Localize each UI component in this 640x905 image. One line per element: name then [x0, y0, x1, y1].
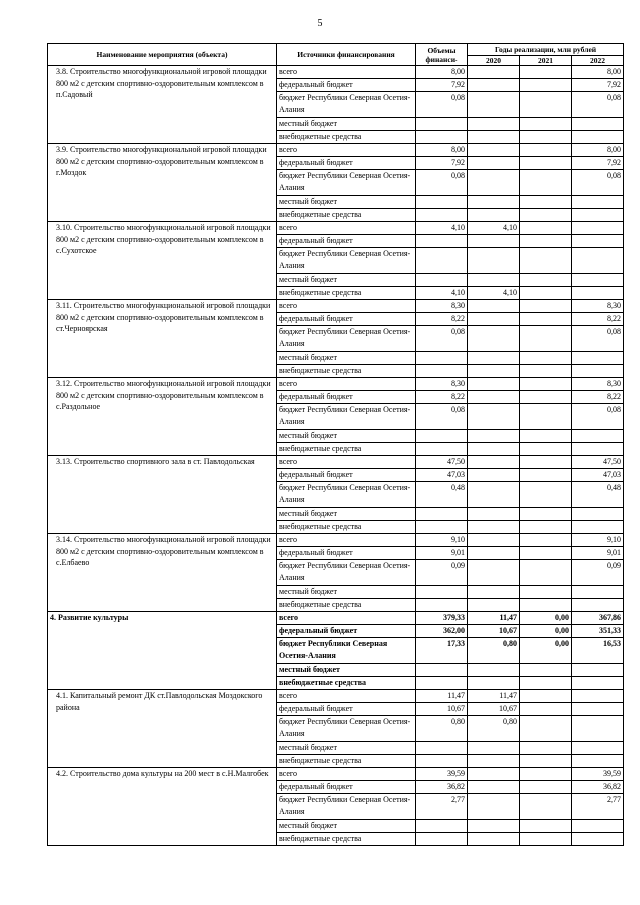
year-cell: 47,50 — [572, 456, 624, 469]
year-cell — [468, 833, 520, 846]
funding-source: федеральный бюджет — [277, 469, 416, 482]
year-cell — [468, 209, 520, 222]
year-cell — [520, 235, 572, 248]
funding-source: внебюджетные средства — [277, 365, 416, 378]
year-cell — [520, 560, 572, 586]
funding-source: внебюджетные средства — [277, 521, 416, 534]
volume-cell — [416, 443, 468, 456]
year-cell — [468, 248, 520, 274]
funding-source: всего — [277, 690, 416, 703]
measure-name: 3.9. Строительство многофункциональной игровой площадки 800 м2 с детским спортивно-оздоровительным комплексом в г.Моздок — [48, 144, 277, 222]
year-cell — [468, 144, 520, 157]
year-cell — [468, 547, 520, 560]
year-cell — [520, 547, 572, 560]
year-cell — [468, 586, 520, 599]
volume-cell: 9,01 — [416, 547, 468, 560]
year-cell — [468, 313, 520, 326]
volume-cell: 7,92 — [416, 79, 468, 92]
year-cell — [520, 66, 572, 79]
year-cell — [468, 820, 520, 833]
year-cell — [520, 79, 572, 92]
year-cell — [572, 222, 624, 235]
measure-name: 3.11. Строительство многофункциональной игровой площадки 800 м2 с детским спортивно-оздоровительным комплексом в ст.Черноярская — [48, 300, 277, 378]
volume-cell — [416, 352, 468, 365]
year-cell — [468, 131, 520, 144]
year-cell — [468, 170, 520, 196]
volume-cell: 7,92 — [416, 157, 468, 170]
header-year: 2020 — [468, 56, 520, 66]
year-cell: 11,47 — [468, 690, 520, 703]
header-name: Наименование мероприятия (объекта) — [48, 44, 277, 66]
year-cell — [468, 378, 520, 391]
volume-cell — [416, 820, 468, 833]
year-cell: 10,67 — [468, 703, 520, 716]
year-cell: 4,10 — [468, 287, 520, 300]
year-cell — [468, 560, 520, 586]
year-cell — [520, 274, 572, 287]
volume-cell — [416, 599, 468, 612]
year-cell — [572, 716, 624, 742]
table-body — [48, 66, 624, 846]
volume-cell: 2,77 — [416, 794, 468, 820]
year-cell: 39,59 — [572, 768, 624, 781]
table-row — [48, 144, 624, 157]
volume-cell: 379,33 — [416, 612, 468, 625]
year-cell: 47,03 — [572, 469, 624, 482]
funding-source: всего — [277, 222, 416, 235]
year-cell — [468, 534, 520, 547]
funding-source: федеральный бюджет — [277, 157, 416, 170]
year-cell — [520, 313, 572, 326]
year-cell — [468, 391, 520, 404]
year-cell — [572, 131, 624, 144]
year-cell — [520, 222, 572, 235]
measure-name: 4.2. Строительство дома культуры на 200 мест в с.Н.Малгобек — [48, 768, 277, 846]
funding-source: всего — [277, 300, 416, 313]
year-cell — [572, 352, 624, 365]
year-cell — [520, 482, 572, 508]
year-cell: 9,01 — [572, 547, 624, 560]
table-row — [48, 768, 624, 781]
table-row — [48, 222, 624, 235]
funding-source: местный бюджет — [277, 586, 416, 599]
year-cell — [520, 794, 572, 820]
year-cell — [520, 742, 572, 755]
year-cell — [520, 118, 572, 131]
funding-source: внебюджетные средства — [277, 677, 416, 690]
year-cell — [520, 820, 572, 833]
year-cell: 7,92 — [572, 157, 624, 170]
page-number: 5 — [317, 18, 323, 29]
year-cell — [520, 144, 572, 157]
year-cell — [468, 677, 520, 690]
volume-cell: 4,10 — [416, 287, 468, 300]
year-cell — [572, 521, 624, 534]
volume-cell: 17,33 — [416, 638, 468, 664]
volume-cell: 0,08 — [416, 170, 468, 196]
year-cell — [520, 131, 572, 144]
funding-source: всего — [277, 768, 416, 781]
year-cell: 0,08 — [572, 326, 624, 352]
year-cell — [520, 456, 572, 469]
year-cell — [572, 703, 624, 716]
funding-source: федеральный бюджет — [277, 781, 416, 794]
year-cell — [572, 508, 624, 521]
year-cell: 367,86 — [572, 612, 624, 625]
volume-cell: 362,00 — [416, 625, 468, 638]
volume-cell: 47,50 — [416, 456, 468, 469]
year-cell — [468, 274, 520, 287]
funding-source: местный бюджет — [277, 820, 416, 833]
year-cell — [520, 599, 572, 612]
funding-source: внебюджетные средства — [277, 443, 416, 456]
year-cell — [572, 755, 624, 768]
year-cell — [572, 430, 624, 443]
year-cell — [520, 430, 572, 443]
year-cell — [520, 690, 572, 703]
year-cell — [572, 443, 624, 456]
year-cell: 2,77 — [572, 794, 624, 820]
funding-source: внебюджетные средства — [277, 287, 416, 300]
funding-source: федеральный бюджет — [277, 547, 416, 560]
year-cell — [520, 664, 572, 677]
year-cell — [572, 248, 624, 274]
volume-cell — [416, 430, 468, 443]
volume-cell: 8,22 — [416, 391, 468, 404]
year-cell: 0,00 — [520, 638, 572, 664]
funding-source: федеральный бюджет — [277, 391, 416, 404]
year-cell: 10,67 — [468, 625, 520, 638]
volume-cell: 0,80 — [416, 716, 468, 742]
funding-source: федеральный бюджет — [277, 703, 416, 716]
year-cell: 0,80 — [468, 638, 520, 664]
year-cell — [520, 300, 572, 313]
funding-source: бюджет Республики Северная Осетия-Алания — [277, 326, 416, 352]
year-cell: 16,53 — [572, 638, 624, 664]
funding-source: бюджет Республики Северная Осетия-Алания — [277, 170, 416, 196]
volume-cell: 36,82 — [416, 781, 468, 794]
year-cell — [468, 781, 520, 794]
year-cell — [520, 703, 572, 716]
year-cell — [468, 469, 520, 482]
funding-source: внебюджетные средства — [277, 131, 416, 144]
funding-source: внебюджетные средства — [277, 209, 416, 222]
year-cell: 36,82 — [572, 781, 624, 794]
year-cell — [520, 716, 572, 742]
funding-source: бюджет Республики Северная Осетия-Алания — [277, 404, 416, 430]
funding-source: бюджет Республики Северная Осетия-Алания — [277, 794, 416, 820]
table-row — [48, 66, 624, 79]
year-cell: 9,10 — [572, 534, 624, 547]
volume-cell — [416, 586, 468, 599]
year-cell — [572, 235, 624, 248]
year-cell — [468, 66, 520, 79]
year-cell — [572, 209, 624, 222]
funding-source: местный бюджет — [277, 430, 416, 443]
year-cell: 0,00 — [520, 625, 572, 638]
year-cell — [468, 352, 520, 365]
year-cell — [520, 391, 572, 404]
volume-cell: 8,30 — [416, 378, 468, 391]
year-cell — [572, 677, 624, 690]
volume-cell: 11,47 — [416, 690, 468, 703]
year-cell: 11,47 — [468, 612, 520, 625]
table-row — [48, 690, 624, 703]
year-cell — [468, 157, 520, 170]
year-cell — [520, 781, 572, 794]
measure-name: 3.13. Строительство спортивного зала в ст. Павлодольская — [48, 456, 277, 534]
year-cell — [520, 404, 572, 430]
year-cell: 7,92 — [572, 79, 624, 92]
year-cell — [520, 352, 572, 365]
volume-cell — [416, 755, 468, 768]
funding-source: всего — [277, 144, 416, 157]
year-cell — [468, 118, 520, 131]
funding-source: всего — [277, 66, 416, 79]
funding-source: бюджет Республики Северная Осетия-Алания — [277, 248, 416, 274]
year-cell — [520, 378, 572, 391]
volume-cell: 0,08 — [416, 326, 468, 352]
funding-source: федеральный бюджет — [277, 79, 416, 92]
year-cell — [520, 365, 572, 378]
year-cell: 8,30 — [572, 378, 624, 391]
volume-cell — [416, 521, 468, 534]
year-cell: 0,48 — [572, 482, 624, 508]
measure-name: 3.14. Строительство многофункциональной игровой площадки 800 м2 с детским спортивно-оздоровительным комплексом в с.Елбаево — [48, 534, 277, 612]
year-cell — [520, 508, 572, 521]
year-cell — [572, 586, 624, 599]
year-cell — [468, 196, 520, 209]
year-cell: 351,33 — [572, 625, 624, 638]
funding-source: местный бюджет — [277, 274, 416, 287]
volume-cell — [416, 209, 468, 222]
year-cell — [520, 287, 572, 300]
year-cell — [520, 768, 572, 781]
year-cell: 0,80 — [468, 716, 520, 742]
volume-cell — [416, 131, 468, 144]
volume-cell — [416, 248, 468, 274]
header-years-group: Годы реализации, млн рублей — [468, 44, 624, 56]
table-row — [48, 456, 624, 469]
volume-cell: 0,08 — [416, 404, 468, 430]
funding-source: внебюджетные средства — [277, 833, 416, 846]
year-cell — [572, 599, 624, 612]
year-cell: 0,09 — [572, 560, 624, 586]
year-cell — [520, 209, 572, 222]
volume-cell: 0,09 — [416, 560, 468, 586]
year-cell: 0,00 — [520, 612, 572, 625]
volume-cell — [416, 677, 468, 690]
year-cell — [520, 196, 572, 209]
year-cell — [468, 456, 520, 469]
year-cell — [572, 820, 624, 833]
year-cell — [572, 196, 624, 209]
funding-source: местный бюджет — [277, 664, 416, 677]
funding-source: федеральный бюджет — [277, 313, 416, 326]
volume-cell: 0,48 — [416, 482, 468, 508]
year-cell — [468, 300, 520, 313]
year-cell — [572, 664, 624, 677]
header-source: Источники финансирования — [277, 44, 416, 66]
funding-source: федеральный бюджет — [277, 625, 416, 638]
year-cell — [468, 755, 520, 768]
year-cell — [468, 365, 520, 378]
year-cell — [468, 794, 520, 820]
funding-source: федеральный бюджет — [277, 235, 416, 248]
financing-table — [47, 43, 624, 846]
funding-source: местный бюджет — [277, 118, 416, 131]
measure-name: 3.10. Строительство многофункциональной игровой площадки 800 м2 с детским спортивно-оздоровительным комплексом в с.Сухотское — [48, 222, 277, 300]
funding-source: всего — [277, 378, 416, 391]
year-cell — [468, 404, 520, 430]
funding-source: местный бюджет — [277, 352, 416, 365]
table-row — [48, 378, 624, 391]
measure-name: 4. Развитие культуры — [48, 612, 277, 690]
volume-cell — [416, 274, 468, 287]
year-cell — [520, 443, 572, 456]
funding-source: местный бюджет — [277, 196, 416, 209]
volume-cell: 8,00 — [416, 66, 468, 79]
volume-cell: 0,08 — [416, 92, 468, 118]
measure-name: 4.1. Капитальный ремонт ДК ст.Павлодольская Моздокского района — [48, 690, 277, 768]
volume-cell: 8,22 — [416, 313, 468, 326]
year-cell — [468, 508, 520, 521]
year-cell — [520, 586, 572, 599]
year-cell — [520, 157, 572, 170]
year-cell — [468, 482, 520, 508]
year-cell — [520, 326, 572, 352]
year-cell: 0,08 — [572, 404, 624, 430]
volume-cell: 47,03 — [416, 469, 468, 482]
year-cell — [468, 92, 520, 118]
year-cell: 0,08 — [572, 92, 624, 118]
funding-source: бюджет Республики Северная Осетия-Алания — [277, 638, 416, 664]
header-volume: Объемы финанси- — [416, 44, 468, 66]
year-cell — [520, 248, 572, 274]
volume-cell — [416, 365, 468, 378]
year-cell — [468, 599, 520, 612]
year-cell — [572, 274, 624, 287]
year-cell — [468, 430, 520, 443]
year-cell — [468, 235, 520, 248]
funding-source: всего — [277, 534, 416, 547]
year-cell — [572, 287, 624, 300]
year-cell: 8,00 — [572, 144, 624, 157]
volume-cell: 39,59 — [416, 768, 468, 781]
year-cell — [572, 742, 624, 755]
funding-source: бюджет Республики Северная Осетия-Алания — [277, 92, 416, 118]
year-cell — [572, 833, 624, 846]
volume-cell: 9,10 — [416, 534, 468, 547]
year-cell — [520, 469, 572, 482]
volume-cell: 4,10 — [416, 222, 468, 235]
year-cell — [572, 690, 624, 703]
volume-cell — [416, 196, 468, 209]
volume-cell: 8,30 — [416, 300, 468, 313]
funding-source: внебюджетные средства — [277, 599, 416, 612]
year-cell — [468, 742, 520, 755]
funding-source: местный бюджет — [277, 508, 416, 521]
year-cell — [520, 92, 572, 118]
volume-cell — [416, 118, 468, 131]
year-cell: 8,22 — [572, 313, 624, 326]
funding-source: местный бюджет — [277, 742, 416, 755]
table-row — [48, 300, 624, 313]
year-cell — [468, 443, 520, 456]
year-cell — [572, 118, 624, 131]
year-cell: 8,22 — [572, 391, 624, 404]
volume-cell — [416, 508, 468, 521]
funding-source: всего — [277, 456, 416, 469]
year-cell — [520, 677, 572, 690]
table-row — [48, 612, 624, 625]
volume-cell — [416, 664, 468, 677]
funding-source: внебюджетные средства — [277, 755, 416, 768]
year-cell — [468, 79, 520, 92]
funding-source: бюджет Республики Северная Осетия-Алания — [277, 482, 416, 508]
volume-cell: 10,67 — [416, 703, 468, 716]
year-cell — [520, 521, 572, 534]
year-cell — [468, 521, 520, 534]
year-cell — [468, 664, 520, 677]
year-cell: 4,10 — [468, 222, 520, 235]
header-year: 2022 — [572, 56, 624, 66]
year-cell: 8,00 — [572, 66, 624, 79]
year-cell — [520, 534, 572, 547]
header-year: 2021 — [520, 56, 572, 66]
year-cell — [468, 326, 520, 352]
measure-name: 3.12. Строительство многофункциональной игровой площадки 800 м2 с детским спортивно-оздоровительным комплексом в с.Раздольное — [48, 378, 277, 456]
volume-cell — [416, 833, 468, 846]
year-cell — [520, 833, 572, 846]
year-cell — [520, 755, 572, 768]
year-cell — [572, 365, 624, 378]
funding-source: всего — [277, 612, 416, 625]
funding-source: бюджет Республики Северная Осетия-Алания — [277, 560, 416, 586]
table-row — [48, 534, 624, 547]
volume-cell — [416, 742, 468, 755]
measure-name: 3.8. Строительство многофункциональной игровой площадки 800 м2 с детским спортивно-оздоровительным комплексом в п.Садовый — [48, 66, 277, 144]
year-cell — [520, 170, 572, 196]
year-cell: 0,08 — [572, 170, 624, 196]
volume-cell: 8,00 — [416, 144, 468, 157]
funding-source: бюджет Республики Северная Осетия-Алания — [277, 716, 416, 742]
year-cell — [468, 768, 520, 781]
volume-cell — [416, 235, 468, 248]
year-cell: 8,30 — [572, 300, 624, 313]
